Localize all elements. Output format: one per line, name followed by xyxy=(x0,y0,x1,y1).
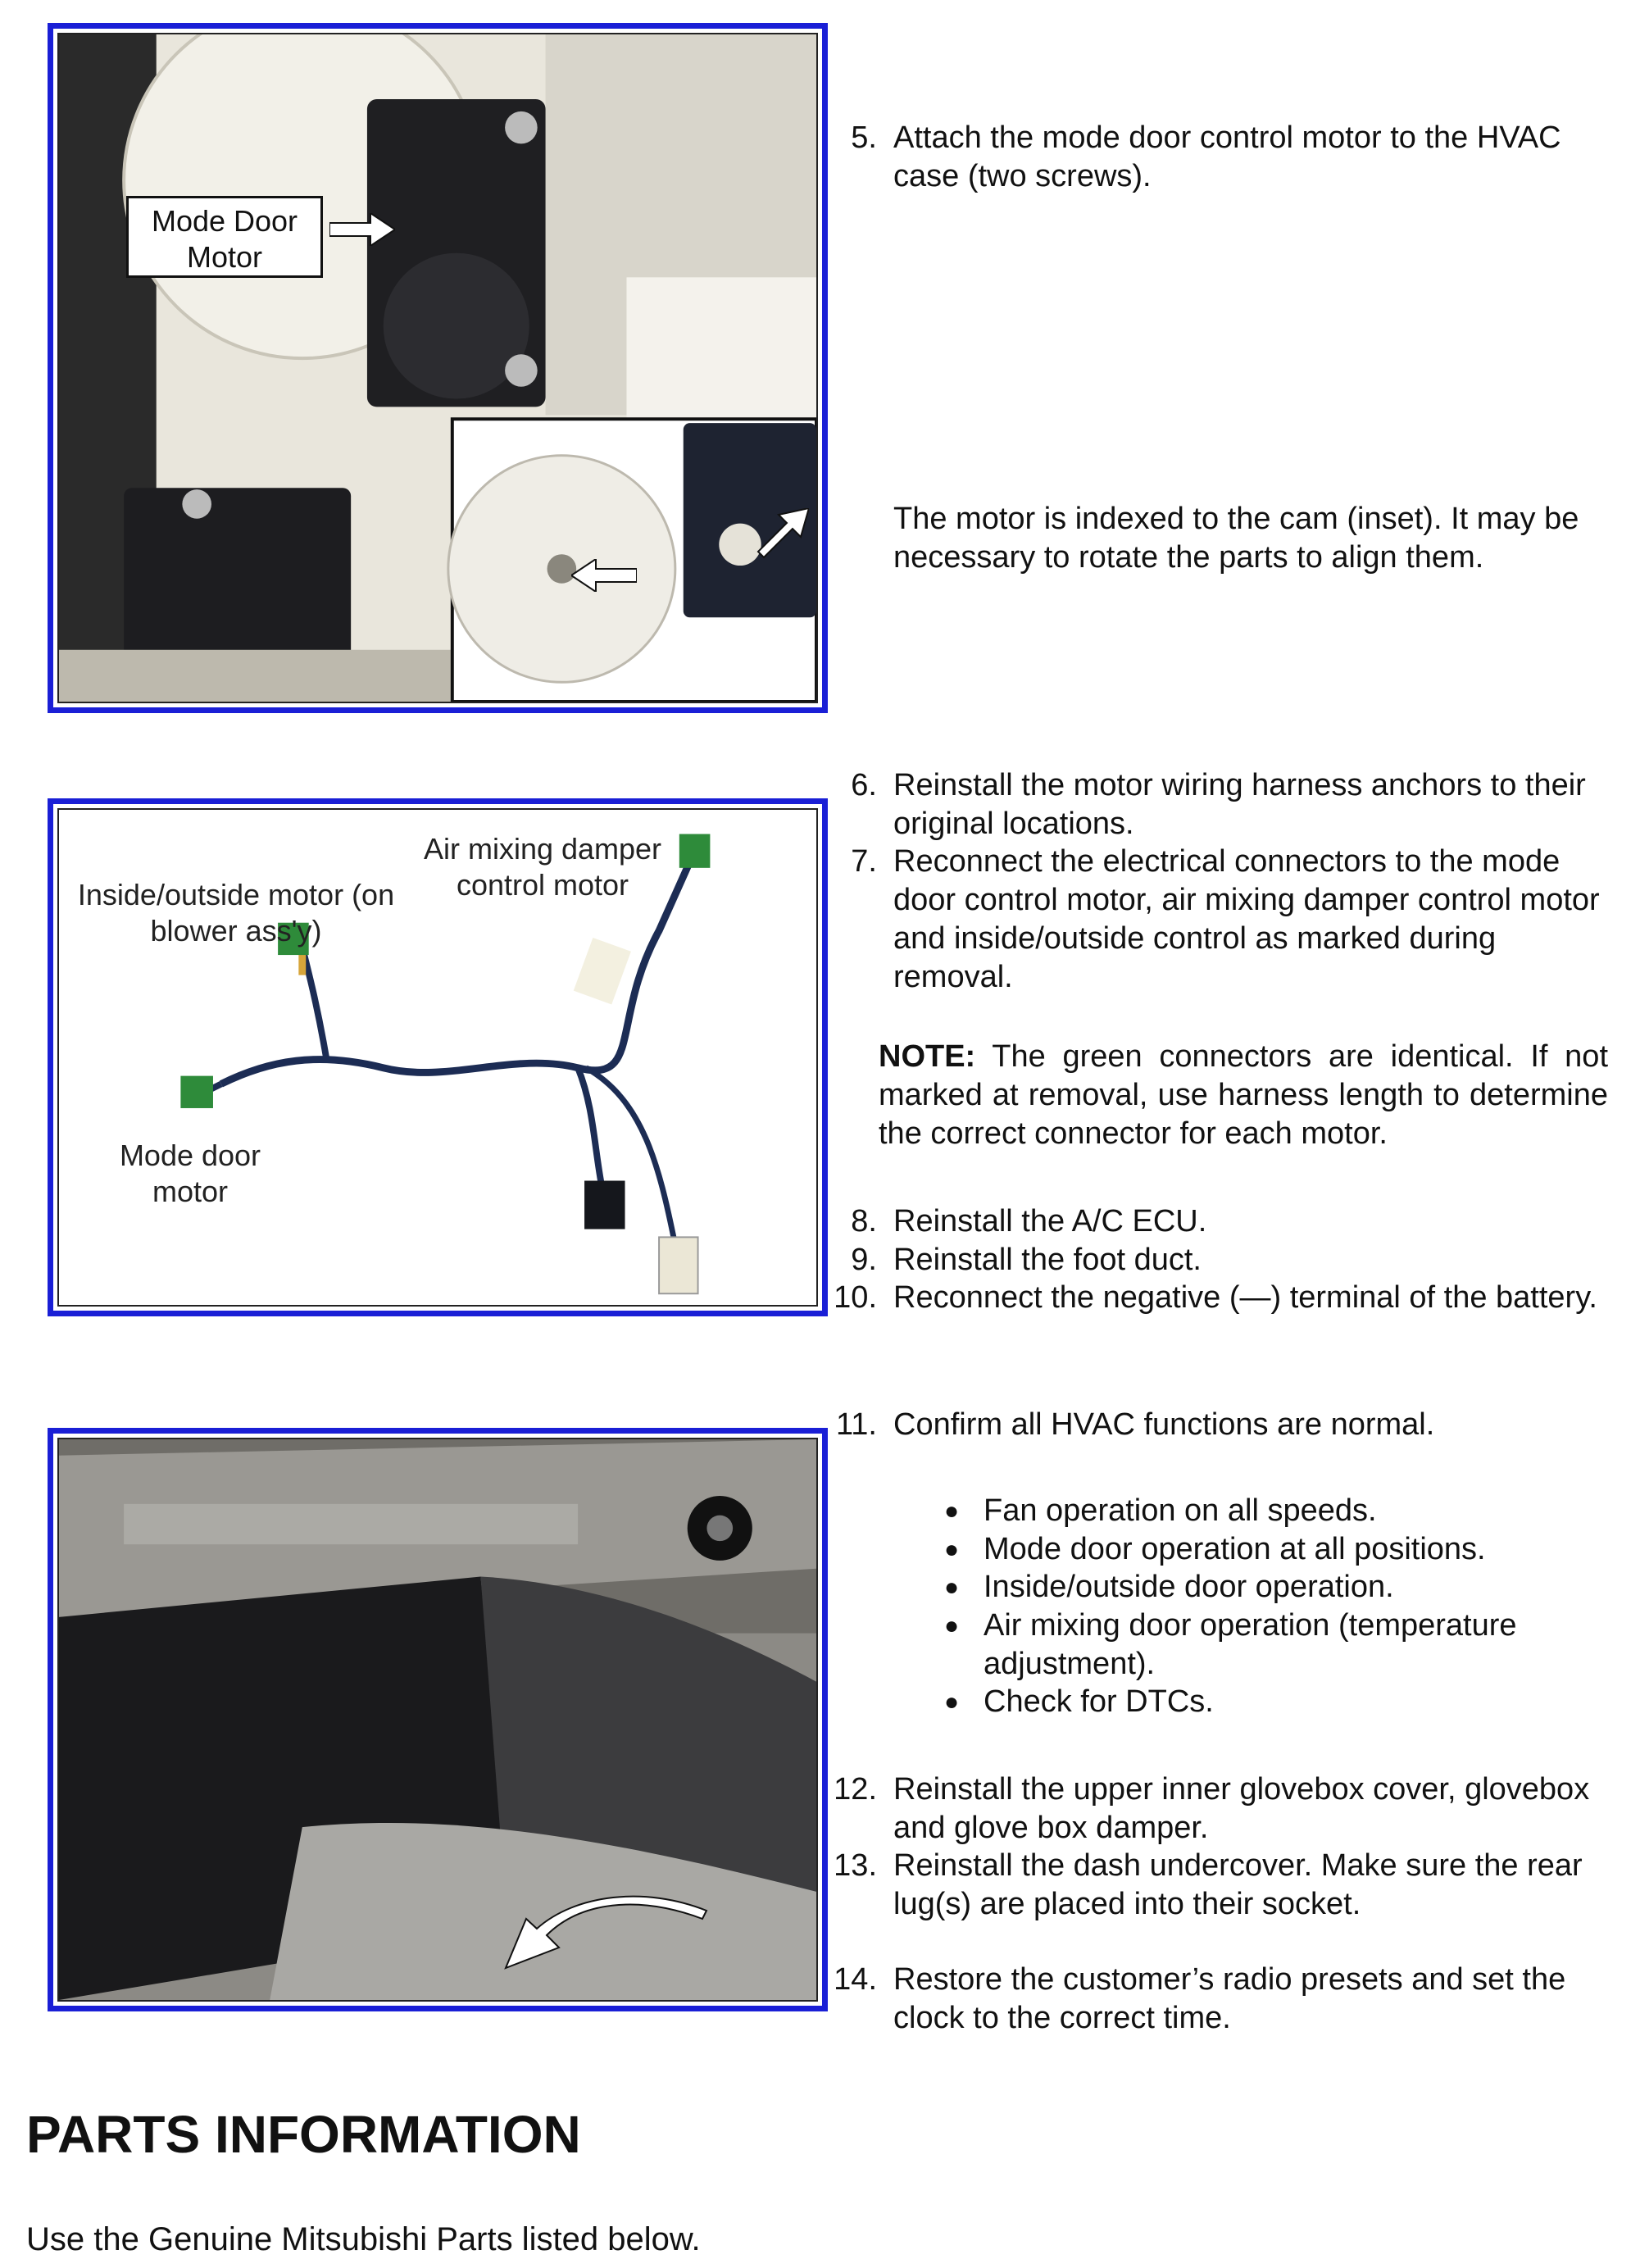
bullet-dot-icon: ● xyxy=(944,1612,960,1639)
step-9-number: 9. xyxy=(851,1243,877,1277)
parts-intro-text: Use the Genuine Mitsubishi Parts listed below. xyxy=(26,2221,701,2257)
step-13-number: 13. xyxy=(834,1848,877,1883)
bullet-item xyxy=(944,1607,1623,1684)
bullet-dot-icon: ● xyxy=(944,1536,960,1563)
figure-wiring-harness-photo xyxy=(57,808,818,1307)
bullet-text: Fan operation on all speeds. xyxy=(984,1493,1377,1528)
bullet-text: Mode door operation at all positions. xyxy=(984,1532,1486,1566)
step-7-number: 7. xyxy=(851,844,877,879)
bullet-item xyxy=(944,1683,1623,1721)
figure-wiring-harness xyxy=(48,798,828,1316)
mode-door-motor-callout: Mode Door Motor xyxy=(126,196,323,278)
bullet-text: Air mixing door operation (temperature adjustment). xyxy=(984,1608,1517,1681)
label-mode-door-motor: Mode door motor xyxy=(119,1139,261,1208)
step-9-text: Reinstall the foot duct. xyxy=(893,1243,1202,1277)
step-8-text: Reinstall the A/C ECU. xyxy=(893,1204,1207,1239)
bullet-dot-icon: ● xyxy=(944,1498,960,1525)
black-connector xyxy=(584,1181,625,1229)
figure-glovebox-area-photo xyxy=(57,1438,818,2002)
step-7-text: Reconnect the electrical connectors to the mode door control motor, air mixing damper control motor and inside/outside control as marked during removal. xyxy=(893,844,1600,994)
step-6 xyxy=(851,766,1615,843)
figure-glovebox-area xyxy=(48,1428,828,2011)
green-connector-mode-door xyxy=(180,1076,213,1108)
step-6-text: Reinstall the motor wiring harness anchors to their original locations. xyxy=(893,768,1586,841)
curved-arrow-icon xyxy=(497,1886,711,1984)
bullet-text: Check for DTCs. xyxy=(984,1684,1214,1719)
step-11-number: 11. xyxy=(835,1407,877,1442)
step-11-text: Confirm all HVAC functions are normal. xyxy=(893,1407,1435,1442)
step-14-text: Restore the customer’s radio presets and set the clock to the correct time. xyxy=(893,1962,1566,2035)
step-10-text: Reconnect the negative (—) terminal of the battery. xyxy=(893,1280,1597,1315)
step-11 xyxy=(835,1406,1615,1444)
step-12-text: Reinstall the upper inner glovebox cover, glovebox and glove box damper. xyxy=(893,1772,1590,1845)
label-air-mixing-damper: Air mixing damper control motor xyxy=(423,832,662,902)
step-8-number: 8. xyxy=(851,1204,877,1239)
bullet-item xyxy=(944,1568,1623,1607)
step-14-number: 14. xyxy=(834,1962,877,1997)
bullet-item xyxy=(944,1492,1623,1530)
white-connector xyxy=(659,1237,697,1293)
arrow-left-icon xyxy=(571,559,637,592)
note-label: NOTE: xyxy=(879,1039,976,1074)
arrow-right-icon xyxy=(329,213,395,246)
step-10-number: 10. xyxy=(834,1280,877,1315)
parts-information-heading: PARTS INFORMATION xyxy=(26,2105,581,2164)
indexed-note-text: The motor is indexed to the cam (inset). It may be necessary to rotate the parts to align them. xyxy=(893,502,1579,575)
step-13-text: Reinstall the dash undercover. Make sure the rear lug(s) are placed into their socket. xyxy=(893,1848,1583,1921)
hvac-case-photo xyxy=(59,34,816,702)
step-5-text: Attach the mode door control motor to the HVAC case (two screws). xyxy=(893,120,1561,193)
figure-mode-door-motor xyxy=(48,23,828,713)
step-9 xyxy=(851,1241,1615,1279)
step-10 xyxy=(834,1279,1615,1317)
step-12 xyxy=(834,1770,1615,1848)
figure-mode-door-motor-photo xyxy=(57,33,818,703)
step-14 xyxy=(834,1961,1615,2038)
bullet-dot-icon: ● xyxy=(944,1689,960,1716)
label-inside-outside-motor: Inside/outside motor (on blower ass'y) xyxy=(77,878,395,948)
indexed-note xyxy=(893,500,1615,577)
note-paragraph xyxy=(879,1038,1608,1153)
step-5 xyxy=(851,119,1615,196)
note-text: The green connectors are identical. If not marked at removal, use harness length to determine the correct connector for each motor. xyxy=(879,1039,1608,1151)
step-13 xyxy=(834,1847,1615,1924)
bullet-text: Inside/outside door operation. xyxy=(984,1570,1394,1604)
step-8 xyxy=(851,1202,1615,1241)
step-6-number: 6. xyxy=(851,768,877,802)
step-5-number: 5. xyxy=(851,120,877,155)
bullet-dot-icon: ● xyxy=(944,1574,960,1601)
arrow-diagonal-icon xyxy=(752,508,809,566)
bullet-item xyxy=(944,1530,1623,1569)
step-7 xyxy=(851,843,1615,997)
step-12-number: 12. xyxy=(834,1772,877,1807)
green-connector-air-mixing xyxy=(679,834,711,868)
